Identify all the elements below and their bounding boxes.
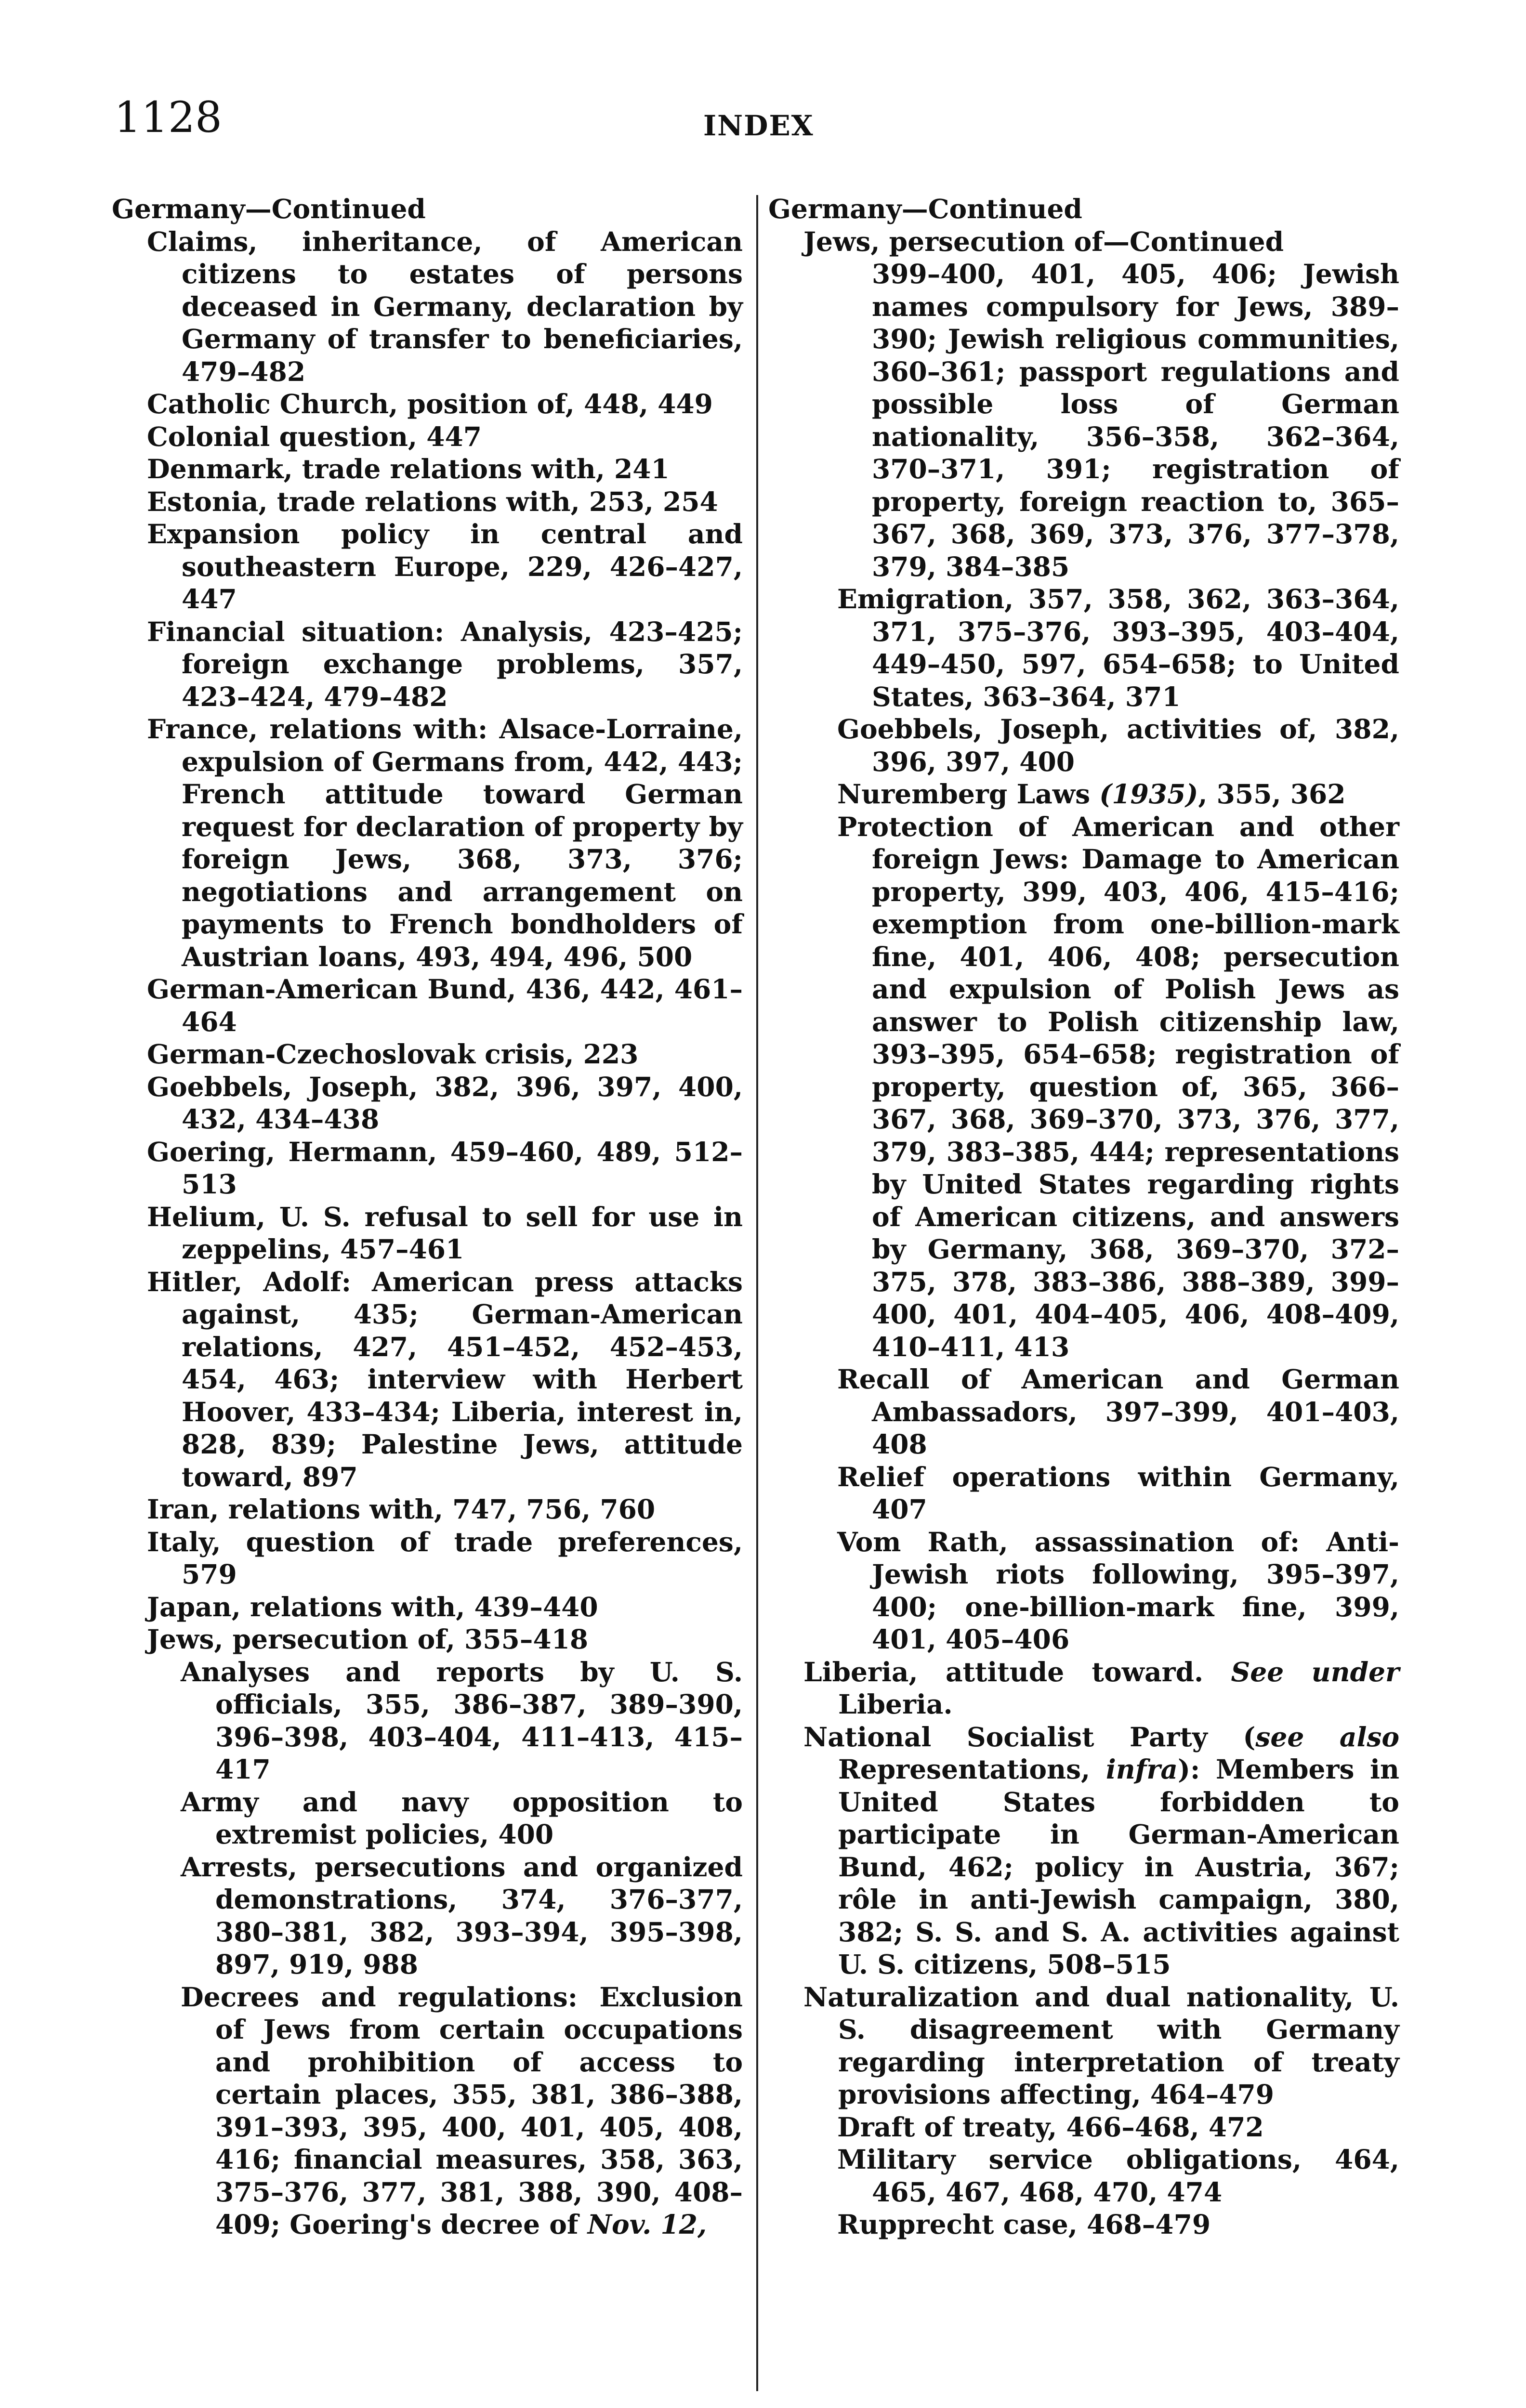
index-entry: Claims, inheritance, of American citizens to estates of persons deceased in Germany, declaration by Germany of transfer to beneficiaries, 479–482	[147, 225, 743, 387]
index-entry: Financial situation: Analysis, 423–425; foreign exchange problems, 357, 423–424, 479–482	[147, 615, 743, 712]
index-subentry	[768, 778, 1399, 811]
index-subentry	[112, 1981, 743, 2241]
column-divider	[756, 195, 758, 2391]
index-column-right	[768, 193, 1399, 2241]
index-entry: Catholic Church, position of, 448, 449	[147, 388, 713, 419]
index-entry: Italy, question of trade preferences, 579	[147, 1526, 743, 1590]
index-entry: Goering, Hermann, 459–460, 489, 512–513	[147, 1136, 743, 1200]
index-entry: Expansion policy in central and southeastern Europe, 229, 426–427, 447	[147, 518, 743, 615]
entry-text: Representations,	[838, 1754, 1091, 1785]
index-heading: Germany—Continued	[768, 193, 1082, 224]
entry-italic: see also	[1255, 1721, 1399, 1753]
entry-text: Decrees and regulations: Exclusion of Jews from certain occupations and prohibition of access to certain places, 355, 381, 386–388, 391–393, 395, 400, 401, 405, 408, 416; financial measures, 358, 363, 375–376, 377, 381, 388, 390, 408–409; Goering's decree of	[181, 1981, 743, 2240]
index-subentry: Goebbels, Joseph, activities of, 382, 396, 397, 400	[837, 713, 1399, 777]
index-entry: Iran, relations with, 747, 756, 760	[147, 1493, 656, 1525]
page-number: 1128	[114, 92, 222, 142]
index-subentry: Relief operations within Germany, 407	[837, 1461, 1399, 1525]
index-subentry: Army and navy opposition to extremist policies, 400	[181, 1786, 743, 1850]
entry-italic: infra	[1105, 1754, 1178, 1785]
index-entry: German-American Bund, 436, 442, 461–464	[147, 973, 743, 1037]
index-subentry: Rupprecht case, 468–479	[837, 2209, 1211, 2240]
index-entry-continuation: 399–400, 401, 405, 406; Jewish names compulsory for Jews, 389–390; Jewish religious communities, 360–361; passport regulations and possible loss of German nationality, 356–358, 362–364, 370–371, 391; registration of property, foreign reaction to, 365–367, 368, 369, 373, 376, 377–378, 379, 384–385	[872, 258, 1399, 582]
entry-text: , 355, 362	[1198, 778, 1346, 810]
entry-italic: See under	[1231, 1656, 1399, 1688]
index-subentry: Draft of treaty, 466–468, 472	[837, 2111, 1264, 2143]
index-entry: Jews, persecution of—Continued	[803, 225, 1284, 257]
index-entry: German-Czechoslovak crisis, 223	[147, 1038, 639, 1070]
index-entry: Goebbels, Joseph, 382, 396, 397, 400, 432, 434–438	[147, 1071, 743, 1135]
entry-text: Liberia, attitude toward.	[803, 1656, 1204, 1688]
entry-text: National Socialist Party (	[803, 1721, 1256, 1753]
entry-italic: (1935)	[1099, 778, 1198, 810]
index-entry: Naturalization and dual nationality, U. S. disagreement with Germany regarding interpretation of treaty provisions affecting, 464–479	[803, 1981, 1399, 2110]
index-entry	[768, 1721, 1399, 1981]
index-entry: Jews, persecution of, 355–418	[147, 1623, 589, 1655]
index-subentry: Emigration, 357, 358, 362, 363–364, 371, 375–376, 393–395, 403–404, 449–450, 597, 654–658; to United States, 363–364, 371	[837, 583, 1399, 712]
index-entry: Estonia, trade relations with, 253, 254	[147, 485, 718, 517]
index-subentry: Military service obligations, 464, 465, 467, 468, 470, 474	[837, 2144, 1399, 2208]
index-entry: France, relations with: Alsace-Lorraine, expulsion of Germans from, 442, 443; French attitude toward German request for declaration of property by foreign Jews, 368, 373, 376; negotiations and arrangement on payments to French bondholders of Austrian loans, 493, 494, 496, 500	[147, 713, 743, 972]
index-entry: Helium, U. S. refusal to sell for use in zeppelins, 457–461	[147, 1201, 743, 1265]
index-entry: Japan, relations with, 439–440	[147, 1591, 598, 1623]
index-subentry: Vom Rath, assassination of: Anti-Jewish riots following, 395–397, 400; one-billion-mark fine, 399, 401, 405–406	[837, 1526, 1399, 1655]
index-subentry: Arrests, persecutions and organized demonstrations, 374, 376–377, 380–381, 382, 393–394, 395–398, 897, 919, 988	[181, 1851, 743, 1980]
entry-text: Liberia.	[838, 1688, 953, 1720]
index-entry	[768, 1656, 1399, 1721]
index-subentry: Protection of American and other foreign Jews: Damage to American property, 399, 403, 406, 415–416; exemption from one-billion-mark fine, 401, 406, 408; persecution and expulsion of Polish Jews as answer to Polish citizenship law, 393–395, 654–658; registration of property, question of, 365, 366–367, 368, 369–370, 373, 376, 377, 379, 383–385, 444; representations by United States regarding rights of American citizens, and answers by Germany, 368, 369–370, 372–375, 378, 383–386, 388–389, 399–400, 401, 404–405, 406, 408–409, 410–411, 413	[837, 811, 1399, 1362]
entry-italic: Nov. 12,	[587, 2209, 707, 2240]
entry-text: ): Members in United States forbidden to participate in German-American Bund, 462; policy in Austria, 367; rôle in anti-Jewish campaign, 380, 382; S. S. and S. A. activities against U. S. citizens, 508–515	[838, 1754, 1399, 1980]
index-subentry: Analyses and reports by U. S. officials, 355, 386–387, 389–390, 396–398, 403–404, 411–413, 415–417	[181, 1656, 743, 1785]
index-column-left	[112, 193, 743, 2241]
entry-text: Nuremberg Laws	[837, 778, 1091, 810]
index-entry: Colonial question, 447	[147, 420, 482, 452]
index-entry: Hitler, Adolf: American press attacks against, 435; German-American relations, 427, 451–452, 452–453, 454, 463; interview with Herbert Hoover, 433–434; Liberia, interest in, 828, 839; Palestine Jews, attitude toward, 897	[147, 1266, 743, 1492]
index-subentry: Recall of American and German Ambassadors, 397–399, 401–403, 408	[837, 1363, 1399, 1460]
index-entry: Denmark, trade relations with, 241	[147, 453, 670, 484]
running-head: INDEX	[703, 109, 814, 142]
index-heading: Germany—Continued	[112, 193, 426, 224]
